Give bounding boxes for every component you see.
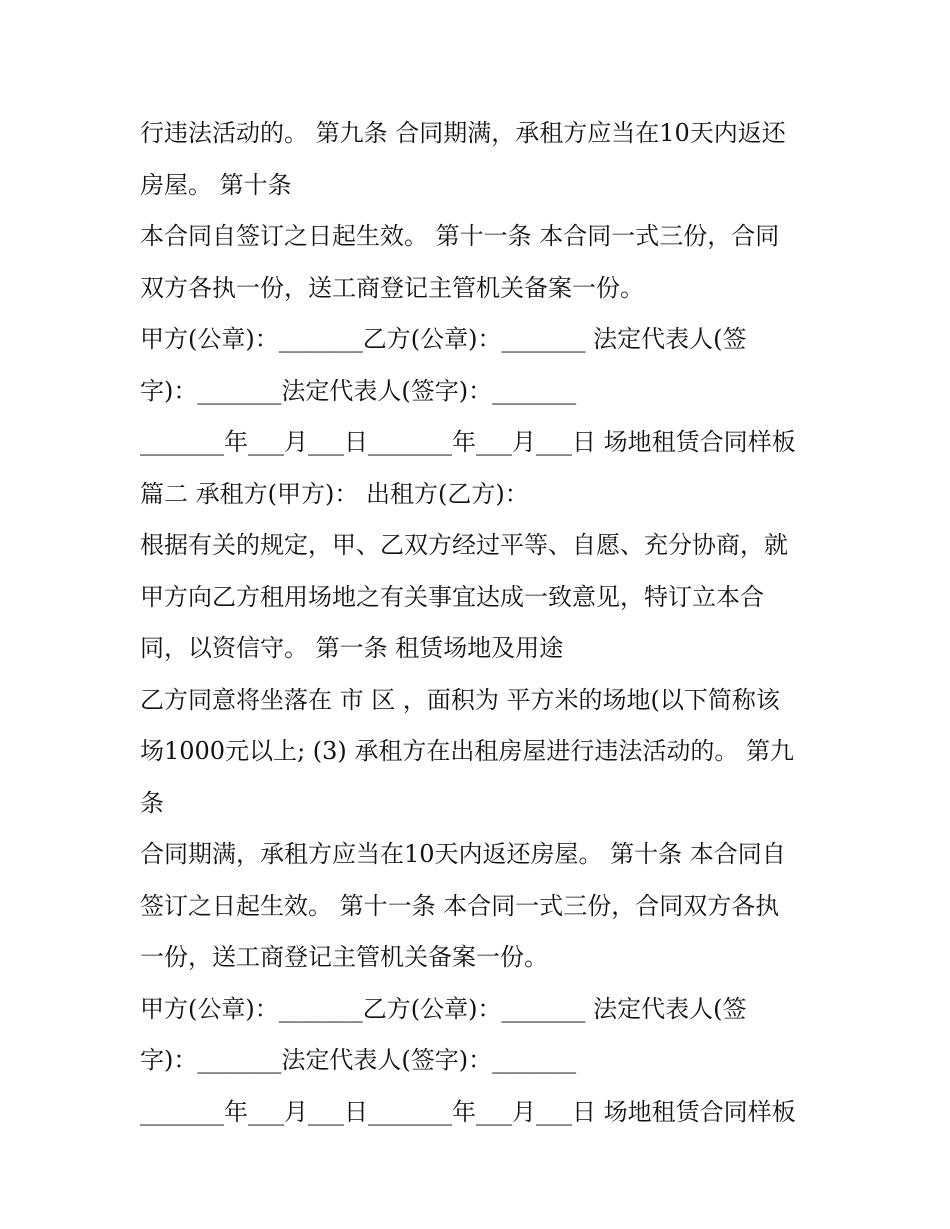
text-line: 双方各执一份，送工商登记主管机关备案一份。 (140, 273, 644, 302)
date-line: _______年___月___日_______年___月___日 场地租赁合同样板 (140, 1097, 796, 1126)
text-line: 甲方向乙方租用场地之有关事宜达成一致意见，特订立本合 (140, 582, 764, 611)
date-line: _______年___月___日_______年___月___日 场地租赁合同样板 (140, 428, 796, 456)
text-line: 合同期满，承租方应当在10天内返还房屋。 第十条 本合同自 (140, 840, 786, 868)
document-body (140, 108, 820, 1138)
signature-line: 甲方(公章)：_______乙方(公章)：_______ 法定代表人(签 (140, 994, 747, 1023)
section-heading: 篇二 承租方(甲方)： 出租方(乙方)： (140, 479, 529, 508)
text-line: 根据有关的规定，甲、乙双方经过平等、自愿、充分协商，就 (140, 531, 788, 559)
text-line: 本合同自签订之日起生效。 第十一条 本合同一式三份，合同 (140, 222, 780, 250)
signature-line: 甲方(公章)：_______乙方(公章)：_______ 法定代表人(签 (140, 325, 747, 353)
text-line: 签订之日起生效。 第十一条 本合同一式三份，合同双方各执 (140, 891, 780, 920)
text-line: 房屋。 第十条 (140, 170, 292, 199)
text-line: 乙方同意将坐落在 市 区 ，面积为 平方米的场地(以下简称该 (140, 685, 780, 714)
text-line: 场1000元以上; (3) 承租方在出租房屋进行违法活动的。 第九 (140, 737, 795, 765)
text-line: 一份，送工商登记主管机关备案一份。 (140, 943, 548, 971)
text-line: 行违法活动的。 第九条 合同期满，承租方应当在10天内返还 (140, 119, 786, 147)
signature-line: 字)：_______法定代表人(签字)：_______ (140, 376, 577, 405)
text-line: 条 (140, 788, 164, 817)
signature-line: 字)：_______法定代表人(签字)：_______ (140, 1046, 577, 1074)
text-line: 同，以资信守。 第一条 租赁场地及用途 (140, 634, 564, 662)
